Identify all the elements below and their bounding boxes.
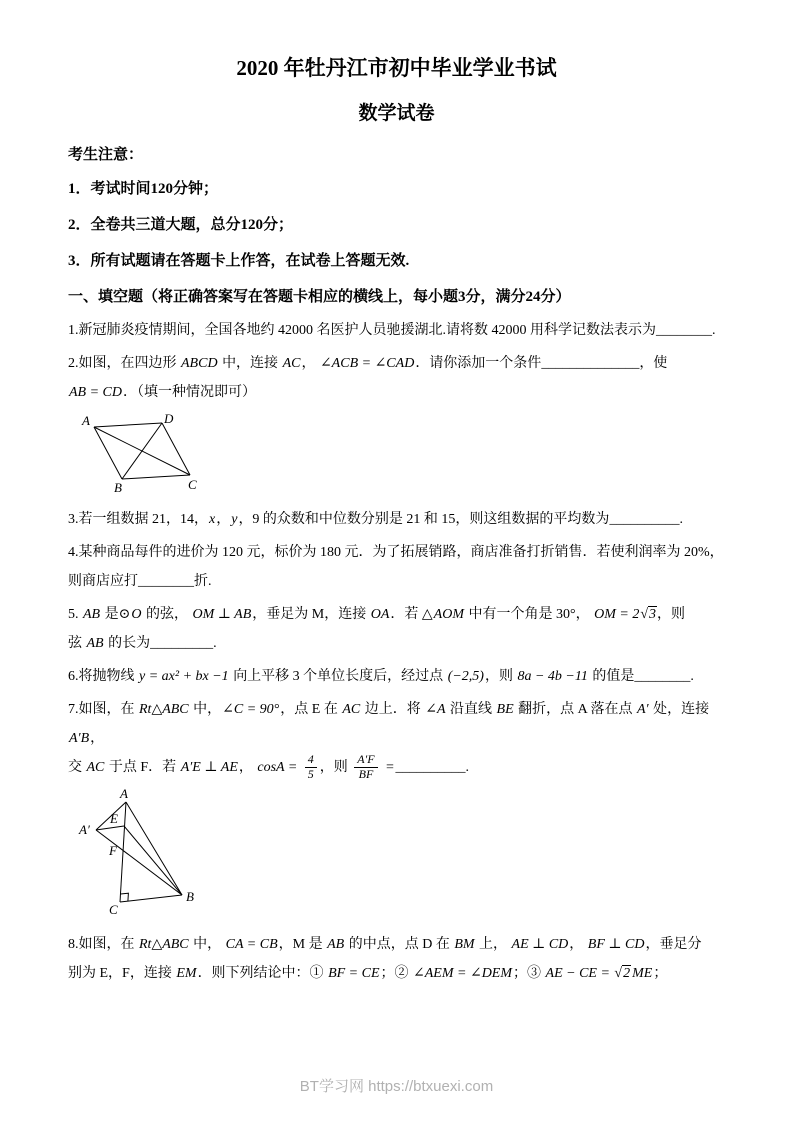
vertex-label-a: A — [82, 413, 90, 428]
text-run: 的值是 — [588, 669, 635, 684]
vertex-label-a: A — [120, 788, 128, 802]
text-run: ．（填一种情况即可） — [123, 385, 256, 400]
question-8-line-1 — [68, 930, 725, 959]
text-run: 1.新冠肺炎疫情期间，全国各地约 42000 名医护人员驰援湖北.请将数 42000 用科学记数法表示为 — [68, 323, 656, 338]
text-run: 折. — [194, 574, 212, 589]
question-8 — [68, 930, 725, 988]
edge-ad — [94, 423, 162, 427]
question-2-line-1 — [68, 349, 725, 378]
text-run: 交 — [68, 760, 86, 775]
math-run: y — [231, 512, 238, 527]
text-run: ，M 是 — [278, 937, 327, 953]
radicand: 3 — [649, 607, 657, 622]
math-run: ∠C = 90° — [222, 702, 280, 717]
radical-sign: √ — [640, 607, 649, 622]
vertex-label-b: B — [186, 889, 194, 905]
vertex-label-c: C — [188, 477, 197, 492]
math-run: A′B — [69, 731, 90, 746]
fraction — [305, 753, 317, 782]
math-run: ABCD — [181, 356, 218, 371]
question-1 — [68, 316, 725, 345]
math-run: ∠AEM = ∠DEM — [413, 966, 513, 982]
text-run: ；③ — [513, 966, 545, 982]
question-4 — [68, 538, 725, 596]
answer-blank: ________ — [138, 574, 194, 589]
radicand: 2 — [623, 966, 631, 982]
figure-folded-triangle — [78, 788, 203, 920]
math-run: A′E ⊥ AE — [180, 760, 238, 775]
text-run: ，点 E 在 — [280, 702, 342, 717]
text-run: 的弦， — [142, 607, 192, 622]
question-5-line-1 — [68, 600, 725, 629]
text-run: 则商店应打 — [68, 574, 138, 589]
answer-blank: __________ — [609, 512, 680, 527]
text-run: 别为 E，F，连接 — [68, 966, 176, 982]
math-run: AC — [86, 760, 105, 775]
question-7-line-2 — [68, 753, 725, 782]
edge-bc — [122, 475, 190, 479]
math-run: EM — [176, 966, 197, 982]
notice-item-2: 2．全卷共三道大题，总分120分； — [68, 217, 294, 233]
math-run: BF = CE — [328, 966, 380, 982]
math-run: AE − CE = — [545, 966, 614, 982]
math-run: BE — [496, 702, 514, 717]
math-run: Rt△ABC — [139, 937, 189, 953]
figure-quadrilateral-abcd — [78, 413, 228, 495]
notice-item-3: 3．所有试题请在答题卡上作答，在试卷上答题无效. — [68, 253, 410, 269]
text-run: 于点 F．若 — [105, 760, 180, 775]
text-run: 3.若一组数据 21，14， — [68, 512, 208, 527]
text-run: ； — [653, 966, 668, 982]
math-run: CA = CB — [225, 937, 278, 953]
text-run: ，垂足为 M，连接 — [252, 607, 370, 622]
math-run: AE ⊥ CD — [511, 937, 569, 953]
question-5-line-2 — [68, 629, 725, 658]
text-run: 5. — [68, 607, 82, 622]
page-title: 2020 年牡丹江市初中毕业学业书试 — [236, 56, 557, 80]
text-run: ，则 — [657, 607, 686, 622]
text-run: ，使 — [639, 356, 668, 371]
math-run: OA — [370, 607, 390, 622]
text-run: . — [679, 512, 683, 527]
vertex-label-b: B — [114, 480, 122, 495]
math-run: BF ⊥ CD — [587, 937, 645, 953]
math-run: AC — [282, 356, 301, 371]
question-4-line-2 — [68, 567, 725, 596]
vertex-label-c: C — [109, 902, 118, 918]
text-run: ， — [569, 937, 587, 953]
math-run: AOM — [433, 607, 464, 622]
math-run: AB = CD — [69, 385, 122, 400]
text-run: ，垂足分 — [645, 937, 702, 953]
section-heading-fill-in: 一、填空题（将正确答案写在答题卡相应的横线上，每小题3分，满分24分） — [68, 289, 571, 305]
vertex-label-a-prime: A′ — [79, 822, 90, 838]
question-5 — [68, 600, 725, 658]
text-run: 8.如图，在 — [68, 937, 138, 953]
math-run: OM ⊥ AB — [192, 607, 252, 622]
text-run: ，则 — [319, 760, 352, 775]
answer-blank: _________ — [150, 636, 214, 651]
text-run: 2.如图，在四边形 — [68, 356, 180, 371]
answer-blank: __________ — [395, 760, 466, 775]
math-run: BM — [454, 937, 475, 953]
text-run: 7.如图，在 — [68, 702, 138, 717]
text-run: 4.某种商品每件的进价为 120 元，标价为 180 元．为了拓展销路，商店准备打折销售．若使利润率为 20%， — [68, 545, 724, 560]
vertex-label-e: E — [110, 811, 118, 827]
answer-blank: ______________ — [541, 356, 640, 371]
edge-ab — [94, 427, 122, 479]
text-run: ， — [216, 512, 231, 527]
radical-sign: √ — [614, 966, 623, 982]
edge-dc — [162, 423, 190, 475]
page-subtitle: 数学试卷 — [358, 103, 435, 124]
math-run: x — [209, 512, 216, 527]
math-run: OM = 2 — [594, 607, 640, 622]
text-run: 沿直线 — [446, 702, 496, 717]
question-3-line-1 — [68, 505, 725, 534]
math-run: 8a − 4b −11 — [517, 669, 588, 684]
math-run: AC — [342, 702, 361, 717]
text-run: ．则下列结论中：① — [197, 966, 328, 982]
text-run: 中，连接 — [218, 356, 282, 371]
answer-blank: ________ — [656, 323, 712, 338]
notice-item-1: 1．考试时间120分钟； — [68, 181, 219, 197]
text-run: 中， — [189, 937, 225, 953]
math-run: ∠A — [425, 702, 446, 717]
text-run: ；② — [380, 966, 413, 982]
right-angle-mark-c — [121, 893, 129, 901]
math-run: ME — [632, 966, 653, 982]
text-run: . — [213, 636, 217, 651]
footer-watermark: BT学习网 https://btxuexi.com — [299, 1078, 494, 1095]
fraction-numerator: A′F — [354, 753, 377, 768]
text-run: 6.将抛物线 — [68, 669, 138, 684]
math-run: = — [381, 760, 395, 775]
text-run: . — [690, 669, 694, 684]
math-run: ∠ACB = ∠CAD — [319, 356, 415, 371]
math-run: (−2,5) — [447, 669, 484, 684]
text-run: 的中点，点 D 在 — [345, 937, 454, 953]
text-run: ， — [90, 731, 105, 746]
math-run: cosA = — [257, 760, 301, 775]
fraction-numerator: 4 — [305, 753, 317, 768]
math-run: y = ax² + bx −1 — [139, 669, 229, 684]
edge-cb — [120, 895, 182, 902]
math-run: AB — [86, 636, 104, 651]
math-run: Rt△ABC — [139, 702, 189, 717]
text-run: ， — [238, 760, 257, 775]
vertex-label-d: D — [164, 413, 174, 426]
answer-blank: ________ — [634, 669, 691, 684]
math-run: AB — [327, 937, 345, 953]
question-2 — [68, 349, 725, 495]
segment-ba-prime — [96, 830, 182, 895]
segment-be — [124, 826, 182, 895]
radical — [614, 965, 631, 981]
question-4-line-1 — [68, 538, 725, 567]
text-run: 是⊙ — [101, 607, 131, 622]
text-run: 中， — [189, 702, 222, 717]
text-run: . — [712, 323, 716, 338]
question-2-line-2 — [68, 378, 725, 407]
question-8-line-2 — [68, 959, 725, 988]
text-run: ，则 — [484, 669, 517, 684]
radical — [640, 606, 657, 622]
fraction-denominator: BF — [358, 767, 374, 782]
text-run: 上， — [475, 937, 511, 953]
text-run: 弦 — [68, 636, 86, 651]
text-run: 边上．将 — [361, 702, 425, 717]
text-run: ， — [301, 356, 319, 371]
fraction-denominator: 5 — [307, 767, 314, 782]
notice-heading: 考生注意： — [68, 147, 144, 163]
text-run: 的长为 — [104, 636, 151, 651]
question-6-line-1 — [68, 662, 725, 691]
text-run: ，9 的众数和中位数分别是 21 和 15，则这组数据的平均数为 — [238, 512, 610, 527]
math-run: O — [131, 607, 142, 622]
math-run: A′ — [636, 702, 649, 717]
edge-ab — [126, 802, 182, 895]
question-3 — [68, 505, 725, 534]
question-6 — [68, 662, 725, 691]
text-run: 向上平移 3 个单位长度后，经过点 — [229, 669, 447, 684]
diagonal-db — [122, 423, 162, 479]
text-run: ．若 △ — [390, 607, 433, 622]
math-run: AB — [83, 607, 101, 622]
question-1-line-1 — [68, 316, 725, 345]
text-run: 中有一个角是 30°， — [465, 607, 594, 622]
text-run: . — [465, 760, 470, 775]
fraction — [354, 753, 377, 782]
text-run: ．请你添加一个条件 — [415, 356, 542, 371]
vertex-label-f: F — [109, 843, 117, 859]
figure-lines — [94, 423, 190, 479]
text-run: 翻折，点 A 落在点 — [514, 702, 636, 717]
question-7-line-1 — [68, 695, 725, 753]
text-run: 处，连接 — [649, 702, 710, 717]
question-7 — [68, 695, 725, 920]
